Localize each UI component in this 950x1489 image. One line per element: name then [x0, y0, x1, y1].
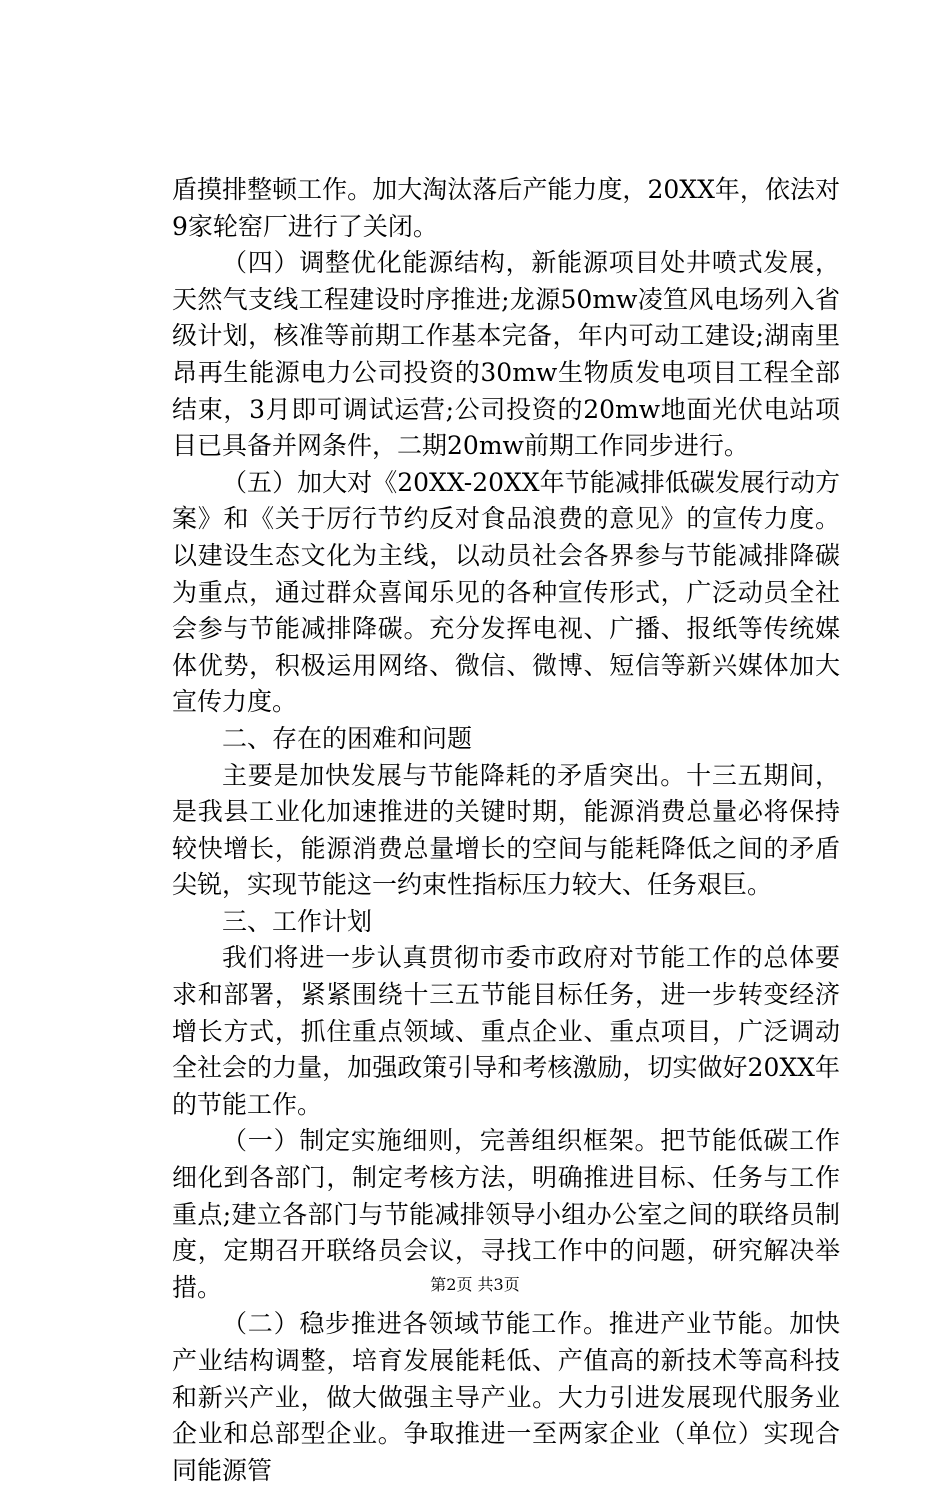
paragraph-plan-item-1: （一）制定实施细则，完善组织框架。把节能低碳工作细化到各部门，制定考核方法，明确推进目标、任务与工作重点;建立各部门与节能减排领导小组办公室之间的联络员制度，定期召开联络员会议，寻找工作中的问题，研究解决举措。: [172, 1126, 840, 1302]
paragraph-difficulties: 主要是加快发展与节能降耗的矛盾突出。十三五期间，是我县工业化加速推进的关键时期，能源消费总量必将保持较快增长，能源消费总量增长的空间与能耗降低之间的矛盾尖锐，实现节能这一约束性指标压力较大、任务艰巨。: [172, 760, 840, 900]
heading-work-plan: 三、工作计划: [222, 906, 373, 936]
heading-difficulties: 二、存在的困难和问题: [222, 723, 473, 753]
page-footer: 第2页 共3页: [430, 1275, 520, 1294]
paragraph-plan-item-2: （二）稳步推进各领域节能工作。推进产业节能。加快产业结构调整，培育发展能耗低、产值高的新技术等高科技和新兴产业，做大做强主导产业。大力引进发展现代服务业企业和总部型企业。争取推进一至两家企业（单位）实现合同能源管: [172, 1309, 840, 1485]
paragraph-section-5: （五）加大对《20XX-20XX年节能减排低碳发展行动方案》和《关于厉行节约反对食品浪费的意见》的宣传力度。以建设生态文化为主线，以动员社会各界参与节能减排降碳为重点，通过群众喜闻乐见的各种宣传形式，广泛动员全社会参与节能减排降碳。充分发挥电视、广播、报纸等传统媒体优势，积极运用网络、微信、微博、短信等新兴媒体加大宣传力度。: [172, 467, 840, 717]
paragraph-section-4: （四）调整优化能源结构，新能源项目处井喷式发展，天然气支线工程建设时序推进;龙源50mw凌笪风电场列入省级计划，核准等前期工作基本完备，年内可动工建设;湖南里昂再生能源电力公司投资的30mw生物质发电项目工程全部结束，3月即可调试运营;公司投资的20mw地面光伏电站项目已具备并网条件，二期20mw前期工作同步进行。: [172, 248, 840, 461]
paragraph-work-plan-intro: 我们将进一步认真贯彻市委市政府对节能工作的总体要求和部署，紧紧围绕十三五节能目标任务，进一步转变经济增长方式，抓住重点领域、重点企业、重点项目，广泛调动全社会的力量，加强政策引导和考核激励，切实做好20XX年的节能工作。: [172, 943, 840, 1119]
paragraph-continuation: 盾摸排整顿工作。加大淘汰落后产能力度，20XX年，依法对9家轮窑厂进行了关闭。: [172, 175, 840, 241]
